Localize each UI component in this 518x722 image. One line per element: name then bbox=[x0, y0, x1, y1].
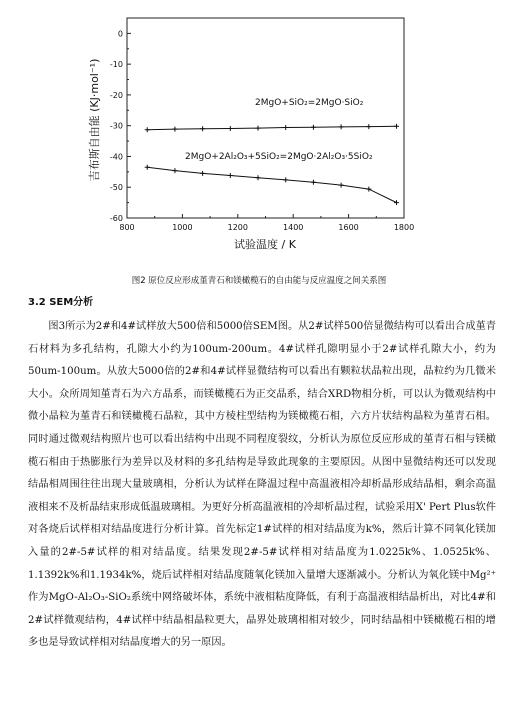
data-point bbox=[256, 175, 261, 180]
x-tick-label: 800 bbox=[119, 223, 135, 232]
section-title: 3.2 SEM分析 bbox=[28, 297, 94, 308]
figure-caption: 图2 原位反应形成堇青石和镁橄榄石的自由能与反应温度之间关系图 bbox=[131, 276, 387, 286]
y-tick-label: -20 bbox=[109, 90, 123, 100]
series-layer bbox=[145, 124, 399, 205]
paragraph: 图3所示为2#和4#试样放大500倍和5000倍SEM图。从2#试样500倍显微结构可以看出合成堇青石材料为多孔结构，孔隙大小约为100um-200um。4#试样孔隙明显小于2#试样孔隙大小，约为50um-100um。从放大5000倍的2#和4#试样显微结构可以看出有颗粒状晶粒出现，晶粒约为几微米大小。众所周知堇青石为六方晶系，而镁橄榄石为正交晶系，结合XRD物相分析，可以认为微观结构中微小晶粒为堇青石和镁橄榄石晶粒，其中方棱柱型结构为镁橄榄石相，六方片状结构晶粒为堇青石相。同时通过微观结构照片也可以看出结构中出现不同程度裂纹，分析认为原位反应形成的堇青石相与镁橄榄石相由于热膨胀行为差异以及材料的多孔结构是导致此现象的主要原因。从图中显微结构还可以发现结晶相周围往往出现大量玻璃相，分析认为试样在降温过程中高温液相冷却析晶形成结晶相，剩余高温液相来不及析晶结束形成低温玻璃相。为更好分析高温液相的冷却析晶过程，试验采用X' Pert Plus软件对各烧后试样相对结晶度进行分析计算。首先标定1#试样的相对结晶度为k%，然后计算不同氧化镁加入量的2#-5#试样的相对结晶度。结果发现2#-5#试样相对结晶度为1.0225k%、1.0525k%、1.1392k%和1.1934k%，烧后试样相对结晶度随氧化镁加入量增大逐渐减小。分析认为氧化镁中Mg²⁺作为MgO-Al₂O₃-SiO₂系统中网络破坏体，系统中液相粘度降低，有利于高温液相结晶析出，对比4#和2#试样微观结构，4#试样中结晶相晶粒更大，晶界处玻璃相相对较少，同时结晶相中镁橄榄石相的增多也是导致试样相对结晶度增大的另一原因。 bbox=[28, 321, 496, 649]
axis-ticks bbox=[110, 29, 414, 232]
gibbs-energy-chart bbox=[0, 0, 518, 270]
data-point bbox=[394, 200, 399, 205]
data-point bbox=[228, 173, 233, 178]
x-tick-label: 1400 bbox=[283, 223, 304, 232]
series-2 bbox=[145, 165, 399, 205]
x-tick-label: 1200 bbox=[227, 223, 248, 232]
series-1 bbox=[145, 124, 399, 132]
data-point bbox=[339, 183, 344, 188]
data-point bbox=[311, 125, 316, 130]
y-tick-label: -10 bbox=[109, 60, 123, 70]
data-point bbox=[228, 126, 233, 131]
data-point bbox=[256, 126, 261, 131]
data-point bbox=[311, 180, 316, 185]
y-tick-label: -60 bbox=[109, 214, 123, 223]
data-point bbox=[366, 187, 371, 192]
data-point bbox=[172, 168, 177, 173]
data-point bbox=[366, 124, 371, 129]
y-tick-label: -30 bbox=[109, 121, 123, 131]
x-axis-label: 试验温度 / K bbox=[234, 238, 296, 251]
data-point bbox=[145, 165, 150, 170]
y-tick-label: -40 bbox=[109, 152, 123, 162]
data-point bbox=[200, 171, 205, 176]
x-tick-label: 1800 bbox=[393, 223, 415, 232]
data-point bbox=[394, 124, 399, 129]
annotation-reaction-1: 2MgO+SiO₂=2MgO·SiO₂ bbox=[255, 98, 364, 108]
data-point bbox=[145, 127, 150, 132]
data-point bbox=[283, 125, 288, 130]
series-line bbox=[147, 126, 396, 129]
data-point bbox=[200, 126, 205, 131]
y-tick-label: -50 bbox=[109, 183, 123, 193]
series-line bbox=[147, 167, 396, 202]
data-point bbox=[172, 127, 177, 132]
y-axis-label: 吉布斯自由能 (KJ·mol⁻¹) bbox=[88, 58, 101, 182]
annotation-reaction-2: 2MgO+2Al₂O₃+5SiO₂=2MgO·2Al₂O₃·5SiO₂ bbox=[185, 152, 373, 162]
body-text bbox=[28, 316, 496, 655]
x-tick-label: 1600 bbox=[338, 223, 359, 232]
x-tick-label: 1000 bbox=[172, 223, 193, 232]
data-point bbox=[283, 177, 288, 182]
data-point bbox=[339, 124, 344, 129]
y-tick-label: 0 bbox=[117, 29, 123, 39]
